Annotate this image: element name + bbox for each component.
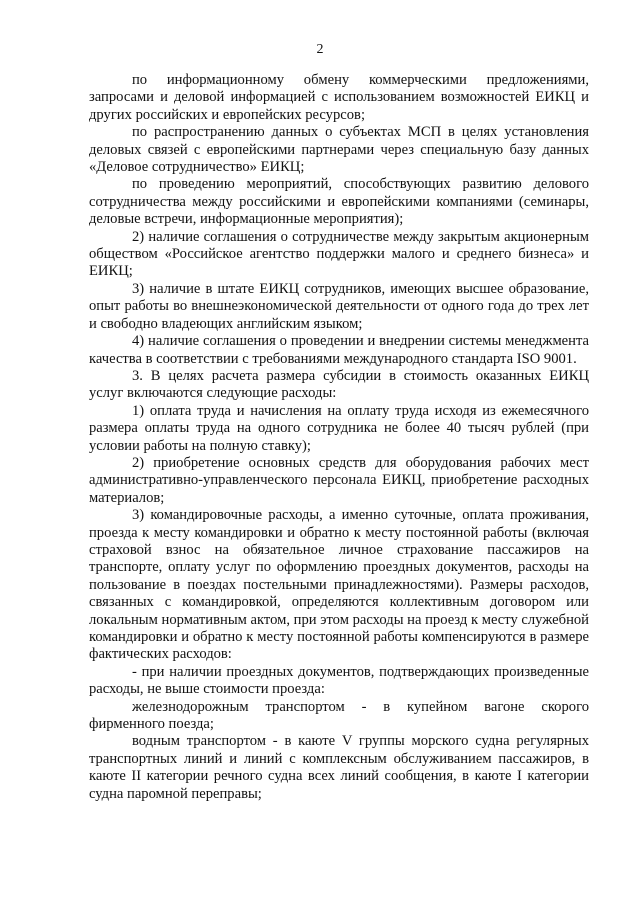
paragraph-fixed-assets: 2) приобретение основных средств для оборудования рабочих мест административно-управленческого персонала ЕИКЦ, приобретение расходных материалов;	[89, 454, 589, 506]
paragraph-labor-costs: 1) оплата труда и начисления на оплату труда исходя из ежемесячного размера оплаты труда на одного сотрудника не более 40 тысяч рублей (при условии работы на полную ставку);	[89, 402, 589, 454]
paragraph-database: по распространению данных о субъектах МСП в целях установления деловых связей с европейскими партнерами через специальную базу данных «Деловое сотрудничество» ЕИКЦ;	[89, 124, 589, 176]
paragraph-travel-expenses: 3) командировочные расходы, а именно суточные, оплата проживания, проезда к месту командировки и обратно к месту постоянной работы (включая страховой взнос на обязательное личное страхование пассажиров на транспорте, оплату услуг по оформлению проездных документов, расходы на пользование в поездах постельными принадлежностями). Размеры расходов, связанных с командировкой, определяются коллективным договором или локальным нормативным актом, при этом расходы на проезд к месту служебной командировки и обратно к месту постоянной работы компенсируются в размере фактических расходов:	[89, 507, 589, 663]
paragraph-info-exchange: по информационному обмену коммерческими предложениями, запросами и деловой информацией с использованием возможностей ЕИКЦ и других российских и европейских ресурсов;	[89, 72, 589, 123]
paragraph-water-transport: водным транспортом - в каюте V группы морского судна регулярных транспортных линий и линий с комплексным обслуживанием пассажиров, в каюте II категории речного судна всех линий сообщения, в каюте I категории судна паромной переправы;	[89, 733, 589, 802]
page-number: 2	[316, 42, 324, 57]
paragraph-rail-transport: железнодорожным транспортом - в купейном вагоне скорого фирменного поезда;	[89, 698, 589, 733]
paragraph-events: по проведению мероприятий, способствующих развитию делового сотрудничества между российскими и европейскими компаниями (семинары, деловые встречи, информационные мероприятия);	[89, 176, 589, 228]
paragraph-quality-system: 4) наличие соглашения о проведении и внедрении системы менеджмента качества в соответствии с требованиями международного стандарта ISO 9001.	[89, 333, 589, 367]
paragraph-subsidy-calculation: 3. В целях расчета размера субсидии в стоимость оказанных ЕИКЦ услуг включаются следующие расходы:	[89, 367, 589, 402]
paragraph-staff: 3) наличие в штате ЕИКЦ сотрудников, имеющих высшее образование, опыт работы во внешнеэкономической деятельности от одного года до трех лет и свободно владеющих английским языком;	[89, 280, 589, 332]
document-body	[89, 72, 589, 803]
paragraph-travel-documents: - при наличии проездных документов, подтверждающих произведенные расходы, не выше стоимости проезда:	[89, 663, 589, 698]
paragraph-agreement: 2) наличие соглашения о сотрудничестве между закрытым акционерным обществом «Российское агентство поддержки малого и среднего бизнеса» и ЕИКЦ;	[89, 228, 589, 280]
